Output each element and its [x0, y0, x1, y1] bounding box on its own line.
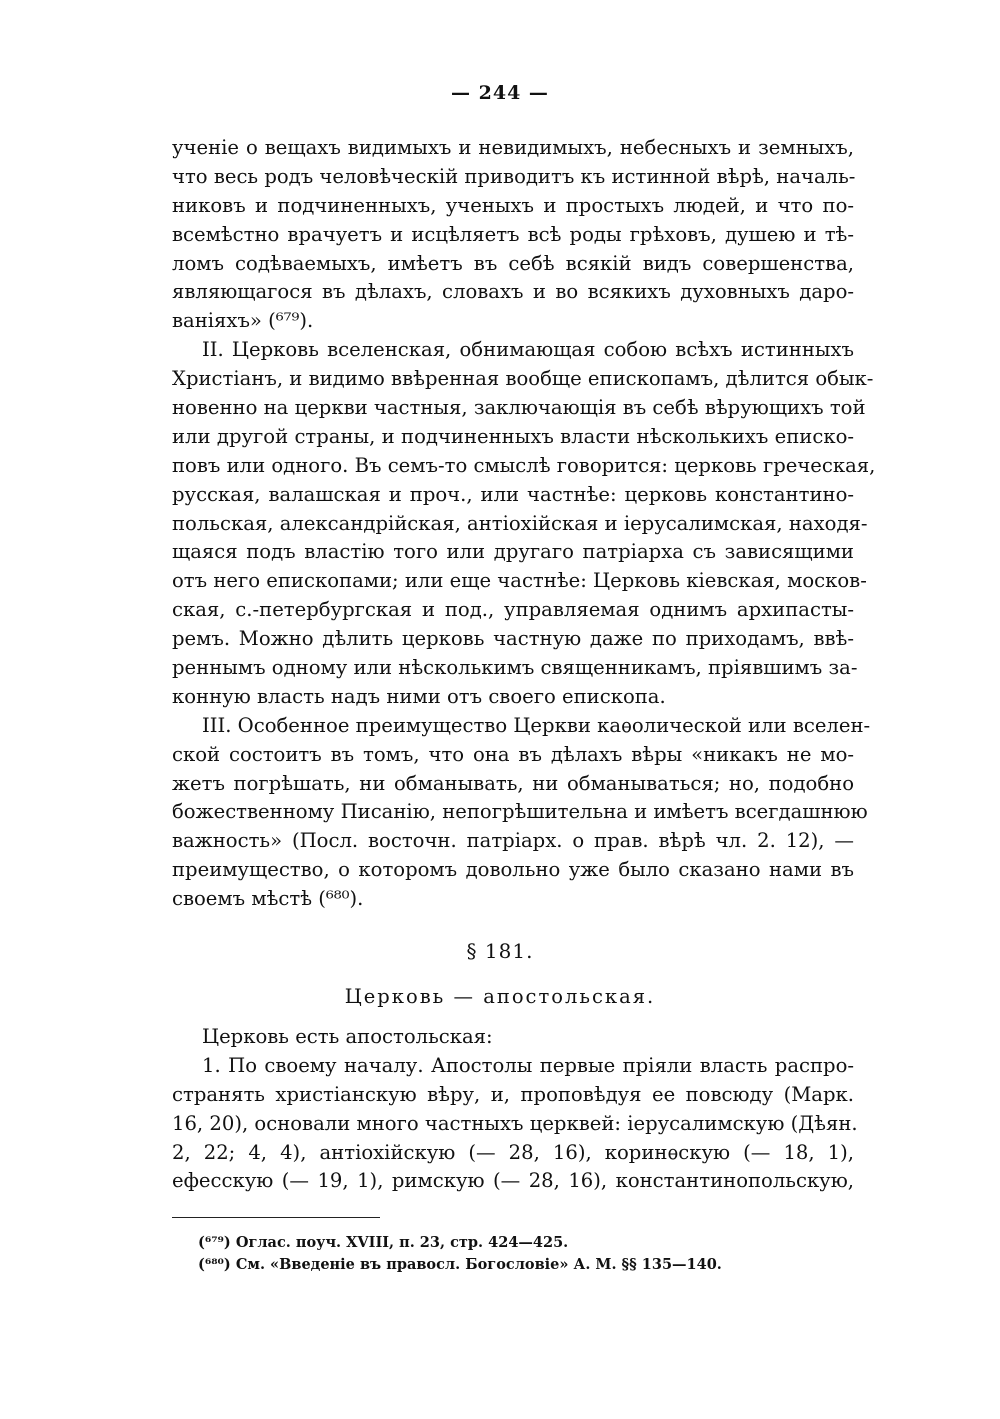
text-line: жетъ погрѣшать, ни обманывать, ни обманываться; но, подобно — [172, 771, 854, 795]
footnotes — [198, 1232, 838, 1276]
point-1-start: 1. По своему началу. Апостолы первые пріяли власть распро- — [202, 1053, 854, 1077]
footnote-divider — [172, 1217, 380, 1218]
section-text-block — [172, 1023, 858, 1196]
text-line: ремъ. Можно дѣлить церковь частную даже по приходамъ, ввѣ- — [172, 627, 854, 651]
section-title: Церковь — апостольская. — [344, 985, 656, 1008]
section-number: § 181. — [466, 939, 534, 963]
text-line: своемъ мѣстѣ (⁶⁸⁰). — [172, 887, 364, 911]
text-line: конную власть надъ ними отъ своего епископа. — [172, 684, 666, 708]
text-line: странять христіанскую вѣру, и, проповѣдуя ее повсюду (Марк. — [172, 1082, 854, 1106]
text-line: новенно на церкви частныя, заключающія въ себѣ вѣрующихъ той — [172, 396, 866, 420]
text-line: ваніяхъ» (⁶⁷⁹). — [172, 309, 314, 333]
text-line: преимущество, о которомъ довольно уже было сказано нами въ — [172, 858, 854, 882]
text-line: важность» (Посл. восточн. патріарх. о прав. вѣрѣ чл. 2. 12), — — [172, 829, 854, 853]
text-line: щаяся подъ властію того или другаго патріарха съ зависящими — [172, 540, 854, 564]
text-line: Христіанъ, и видимо ввѣренная вообще епископамъ, дѣлится обык- — [172, 367, 874, 391]
footnote-680: (⁶⁸⁰) См. «Введеніе въ правосл. Богословіе» А. М. §§ 135—140. — [198, 1256, 722, 1273]
text-line: повъ или одного. Въ семъ-то смыслѣ говорится: церковь греческая, — [172, 453, 876, 477]
footnote-679: (⁶⁷⁹) Оглас. поуч. XVIII, п. 23, стр. 424—425. — [198, 1234, 569, 1251]
text-line: 2, 22; 4, 4), антіохійскую (— 28, 16), коринѳскую (— 18, 1), — [172, 1140, 854, 1164]
text-line: ломъ содѣваемыхъ, имѣетъ въ себѣ всякій видъ совершенства, — [172, 251, 854, 275]
page-number: — 244 — — [451, 82, 549, 104]
text-line: польская, александрійская, антіохійская и іерусалимская, находя- — [172, 511, 868, 535]
text-line: русская, валашская и проч., или частнѣе: церковь константино- — [172, 482, 854, 506]
text-line: что весь родъ человѣческій приводитъ къ истинной вѣрѣ, началь- — [172, 164, 856, 188]
text-line: или другой страны, и подчиненныхъ власти нѣсколькихъ еписко- — [172, 424, 854, 448]
paragraph-iii-start: III. Особенное преимущество Церкви каѳолической или вселен- — [202, 713, 871, 737]
text-line: всемѣстно врачуетъ и исцѣляетъ всѣ роды грѣховъ, душею и тѣ- — [172, 222, 854, 246]
text-line: ская, с.-петербургская и под., управляемая однимъ архипасты- — [172, 598, 854, 622]
text-line: являющагося въ дѣлахъ, словахъ и во всякихъ духовныхъ даро- — [172, 280, 854, 304]
main-text-block — [172, 134, 876, 914]
text-line: отъ него епископами; или еще частнѣе: Церковь кіевская, москов- — [172, 569, 867, 593]
section-intro: Церковь есть апостольская: — [202, 1025, 493, 1048]
text-line: ефесскую (— 19, 1), римскую (— 28, 16), константинопольскую, — [172, 1169, 854, 1193]
text-line: ученіе о вещахъ видимыхъ и невидимыхъ, небесныхъ и земныхъ, — [172, 136, 854, 159]
text-line: божественному Писанію, непогрѣшительна и имѣетъ всегдашнюю — [172, 800, 868, 824]
text-line: никовъ и подчиненныхъ, ученыхъ и простыхъ людей, и что по- — [172, 193, 854, 217]
text-line: реннымъ одному или нѣсколькимъ священникамъ, пріявшимъ за- — [172, 656, 858, 680]
paragraph-ii-start: II. Церковь вселенская, обнимающая собою всѣхъ истинныхъ — [202, 338, 854, 362]
text-line: ской состоитъ въ томъ, что она въ дѣлахъ вѣры «никакъ не мо- — [172, 742, 854, 766]
text-line: 16, 20), основали много частныхъ церквей: іерусалимскую (Дѣян. — [172, 1111, 858, 1135]
